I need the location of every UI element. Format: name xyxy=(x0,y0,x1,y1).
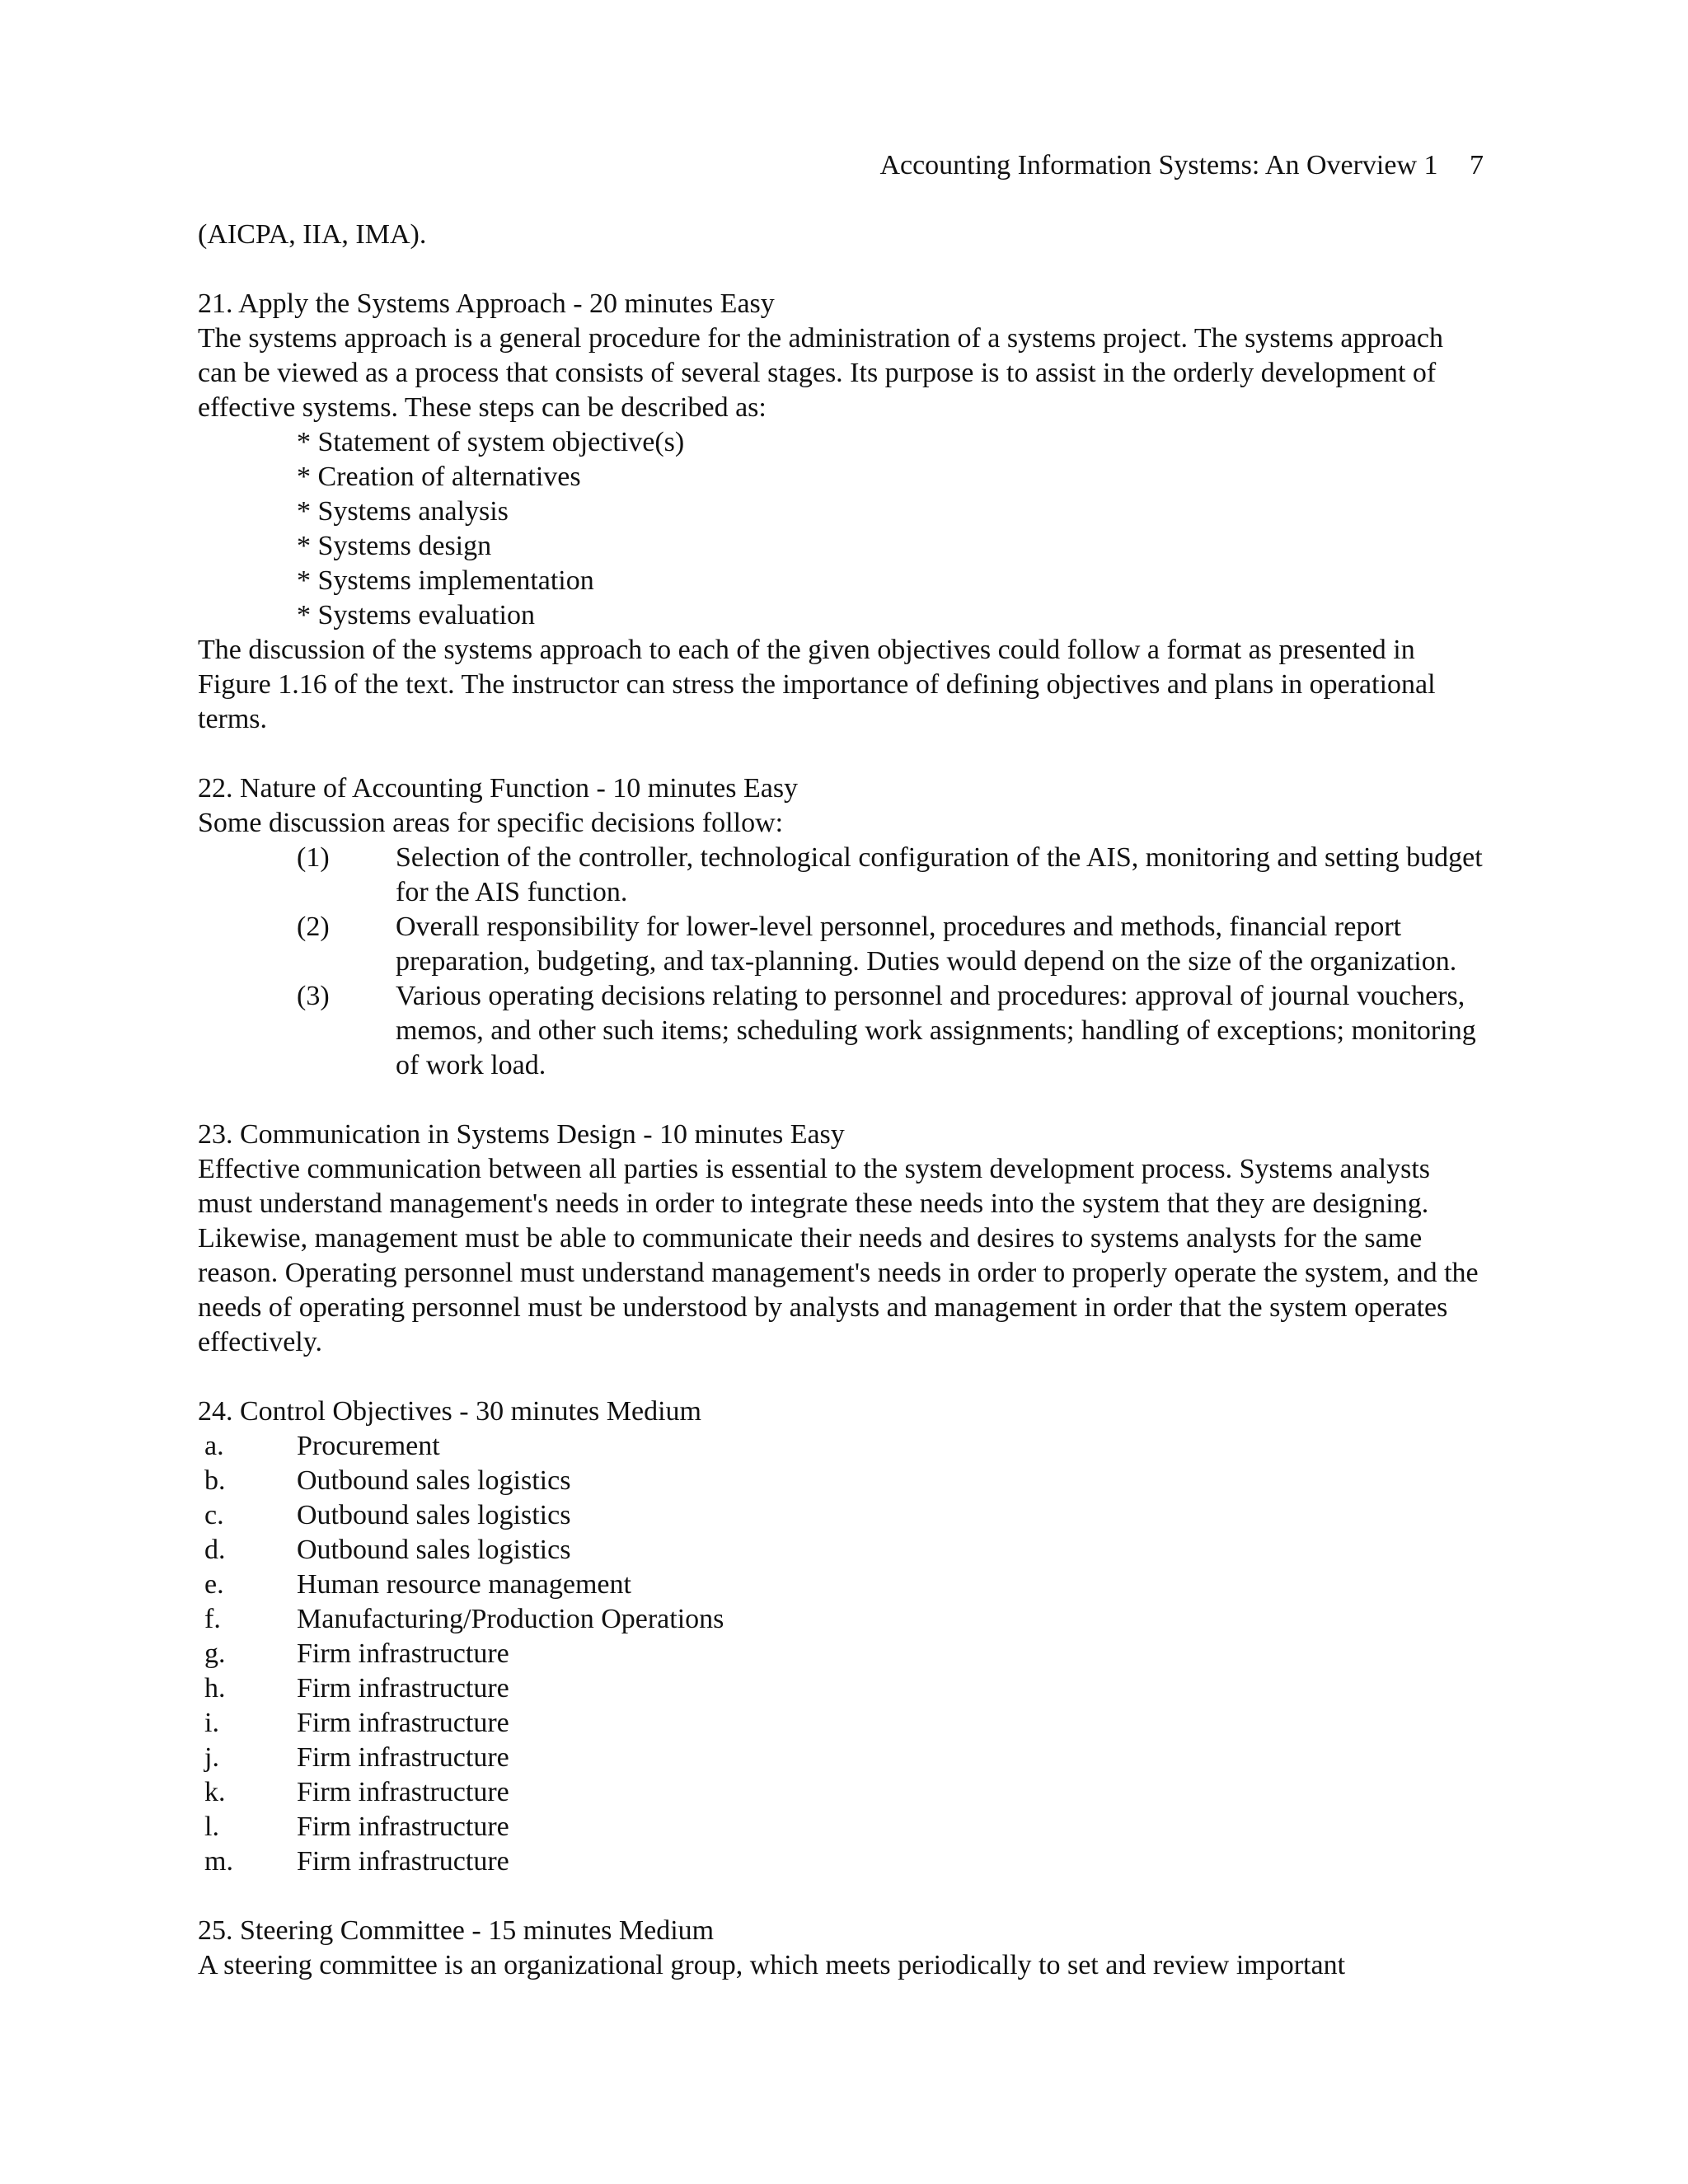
list-item xyxy=(198,841,1484,910)
list-item xyxy=(198,1844,1484,1879)
item-value: Firm infrastructure xyxy=(297,1708,509,1738)
item-value: Outbound sales logistics xyxy=(297,1500,571,1530)
item-value: Firm infrastructure xyxy=(297,1777,509,1807)
item-letter: i. xyxy=(204,1708,219,1738)
list-item xyxy=(198,979,1484,1083)
question-25-paragraph: A steering committee is an organizational group, which meets periodically to set and review important xyxy=(198,1950,1346,1980)
list-item xyxy=(198,1810,1484,1844)
item-text: Various operating decisions relating to personnel and procedures: approval of journal vouchers, memos, and other such items; scheduling work assignments; handling of exceptions; monitoring of work load. xyxy=(396,981,1476,1080)
question-24-heading: 24. Control Objectives - 30 minutes Medium xyxy=(198,1396,701,1427)
page-number: 7 xyxy=(1470,150,1484,180)
item-value: Firm infrastructure xyxy=(297,1811,509,1842)
question-25 xyxy=(198,1914,1484,1983)
item-value: Firm infrastructure xyxy=(297,1742,509,1773)
item-number: (2) xyxy=(297,912,330,942)
decision-areas-list xyxy=(198,841,1484,1083)
item-text: Selection of the controller, technological configuration of the AIS, monitoring and setting budget for the AIS function. xyxy=(396,842,1483,907)
list-item xyxy=(198,1637,1484,1671)
chapter-number: 1 xyxy=(1423,150,1438,180)
list-item: * Creation of alternatives xyxy=(297,462,581,492)
question-21-paragraph-1: The systems approach is a general procedure for the administration of a systems project. The systems approach can be viewed as a process that consists of several stages. Its purpose is to assist in the orderly development of effective systems. These steps can be described as: xyxy=(198,323,1443,423)
item-letter: b. xyxy=(204,1465,226,1496)
item-letter: a. xyxy=(204,1431,224,1461)
question-22-heading: 22. Nature of Accounting Function - 10 minutes Easy xyxy=(198,773,799,804)
question-23 xyxy=(198,1118,1484,1360)
item-letter: j. xyxy=(204,1742,219,1773)
list-item: * Systems evaluation xyxy=(297,600,535,630)
question-25-heading: 25. Steering Committee - 15 minutes Medium xyxy=(198,1915,715,1946)
item-letter: f. xyxy=(204,1604,221,1634)
question-24 xyxy=(198,1394,1484,1879)
question-23-heading: 23. Communication in Systems Design - 10 minutes Easy xyxy=(198,1119,845,1150)
list-item xyxy=(198,1602,1484,1637)
item-value: Firm infrastructure xyxy=(297,1638,509,1669)
item-letter: m. xyxy=(204,1846,233,1877)
item-letter: l. xyxy=(204,1811,219,1842)
document-body xyxy=(198,218,1484,1983)
question-23-paragraph: Effective communication between all parties is essential to the system development process. Systems analysts must understand management's needs in order to integrate these needs into the system that they are designing. Likewise, management must be able to communicate their needs and desires to systems analysts for the same reason. Operating personnel must understand management's needs in order to properly operate the system, and the needs of operating personnel must be understood by analysts and management in order that the system operates effectively. xyxy=(198,1154,1479,1357)
list-item: * Systems analysis xyxy=(297,496,509,527)
item-value: Firm infrastructure xyxy=(297,1673,509,1704)
item-letter: c. xyxy=(204,1500,224,1530)
list-item xyxy=(198,1533,1484,1568)
item-letter: k. xyxy=(204,1777,226,1807)
list-item xyxy=(198,1429,1484,1464)
item-value: Outbound sales logistics xyxy=(297,1535,571,1565)
item-value: Procurement xyxy=(297,1431,440,1461)
item-letter: d. xyxy=(204,1535,226,1565)
item-letter: h. xyxy=(204,1673,226,1704)
list-item: * Systems design xyxy=(297,531,492,561)
item-value: Human resource management xyxy=(297,1569,631,1600)
list-item xyxy=(198,910,1484,979)
document-page xyxy=(198,0,1484,2184)
running-header xyxy=(879,148,1484,183)
question-21 xyxy=(198,287,1484,737)
systems-steps-list xyxy=(198,425,1484,633)
item-letter: e. xyxy=(204,1569,224,1600)
item-number: (3) xyxy=(297,981,330,1011)
control-objectives-list xyxy=(198,1429,1484,1879)
item-text: Overall responsibility for lower-level personnel, procedures and methods, financial report preparation, budgeting, and tax-planning. Duties would depend on the size of the organization. xyxy=(396,912,1457,977)
question-21-heading: 21. Apply the Systems Approach - 20 minutes Easy xyxy=(198,288,775,319)
list-item xyxy=(198,1568,1484,1602)
item-value: Manufacturing/Production Operations xyxy=(297,1604,724,1634)
header-title: Accounting Information Systems: An Overview xyxy=(879,150,1417,180)
list-item: * Statement of system objective(s) xyxy=(297,427,685,457)
list-item xyxy=(198,1706,1484,1741)
list-item xyxy=(198,1498,1484,1533)
intro-line: (AICPA, IIA, IMA). xyxy=(198,219,427,250)
item-number: (1) xyxy=(297,842,330,873)
question-21-paragraph-2: The discussion of the systems approach to each of the given objectives could follow a format as presented in Figure 1.16 of the text. The instructor can stress the importance of defining objectives and plans in operational terms. xyxy=(198,635,1436,734)
list-item: * Systems implementation xyxy=(297,565,594,596)
list-item xyxy=(198,1671,1484,1706)
list-item xyxy=(198,1741,1484,1775)
item-letter: g. xyxy=(204,1638,226,1669)
question-22 xyxy=(198,771,1484,1083)
question-22-intro: Some discussion areas for specific decisions follow: xyxy=(198,808,784,838)
list-item xyxy=(198,1464,1484,1498)
item-value: Firm infrastructure xyxy=(297,1846,509,1877)
list-item xyxy=(198,1775,1484,1810)
item-value: Outbound sales logistics xyxy=(297,1465,571,1496)
